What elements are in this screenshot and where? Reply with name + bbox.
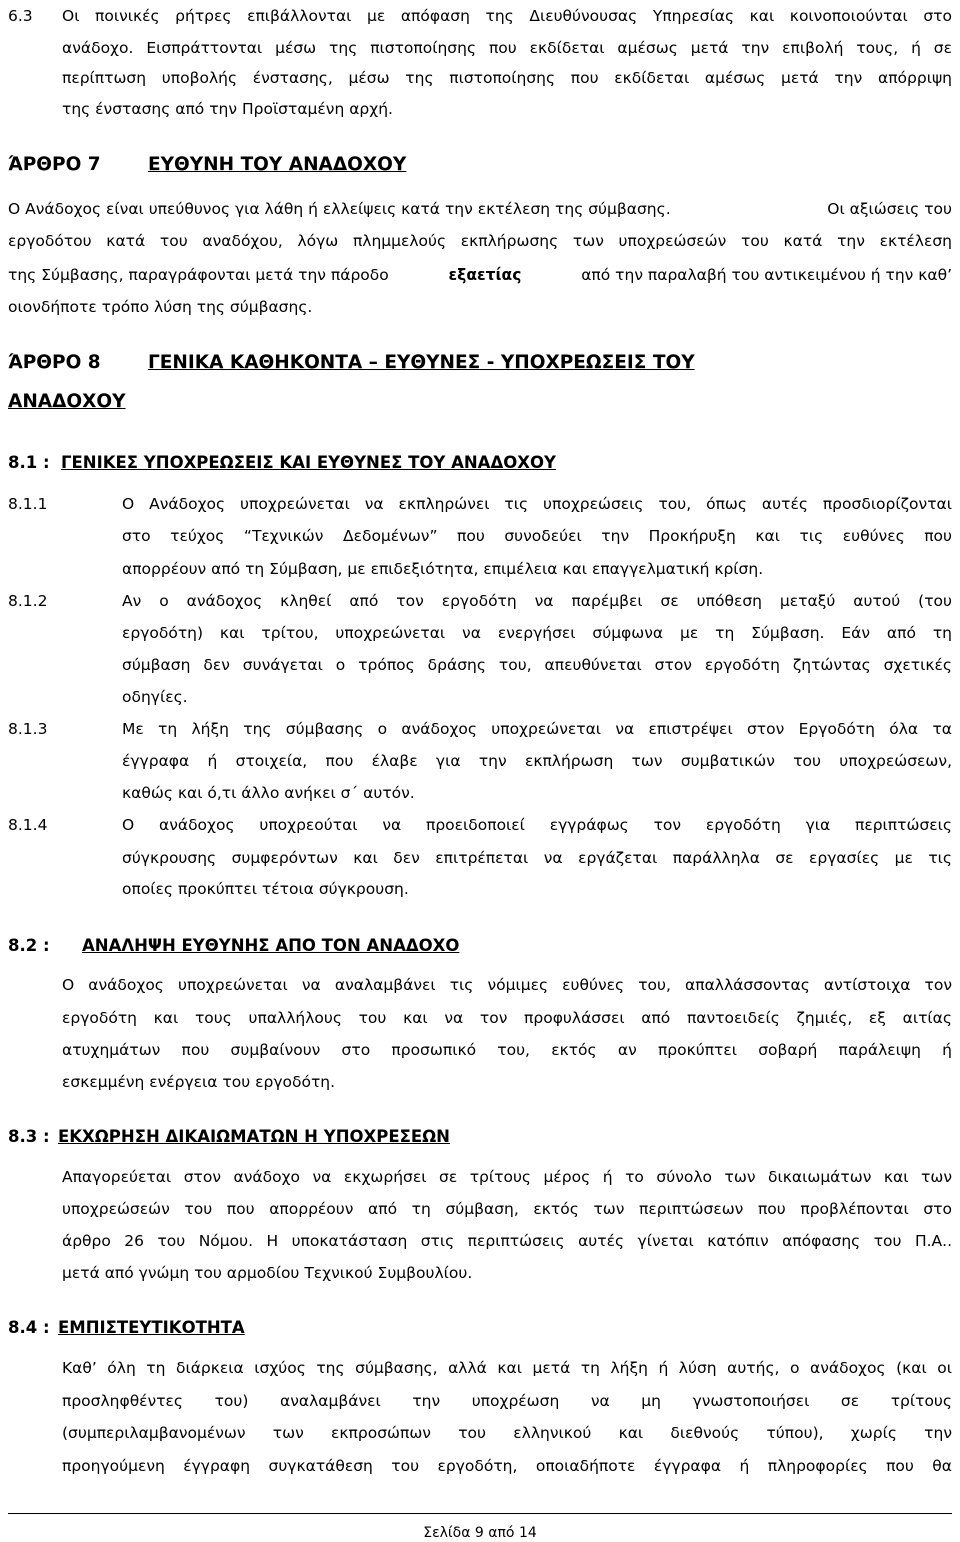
item-line: Ο ανάδοχος υποχρεούται να προειδοποιεί εγγράφως τον εργοδότη για περιπτώσεις [122,816,952,834]
item-line: οποίες προκύπτει τέτοια σύγκρουση. [122,880,409,898]
item-number: 8.1.4 [8,816,48,834]
section-title: ΕΚΧΩΡΗΣΗ ΔΙΚΑΙΩΜΑΤΩΝ Η ΥΠΟΧΡΕΣΕΩΝ [58,1127,450,1146]
paragraph-line: Οι ποινικές ρήτρες επιβάλλονται με απόφαση της Διευθύνουσας Υπηρεσίας και κοινοποιούνται στο [62,7,952,25]
item-line: έγγραφα ή στοιχεία, που έλαβε για την εκπλήρωση των συμβατικών του υποχρεώσεων, [122,752,952,770]
footer-divider [8,1513,952,1514]
item-line: στο τεύχος “Τεχνικών Δεδομένων” που συνοδεύει την Προκήρυξη και τις ευθύνες που [122,527,952,545]
text-run: από την παραλαβή του αντικειμένου ή την καθ’ [581,266,952,284]
article-title-continued: ΑΝΑΔΟΧΟΥ [8,391,126,412]
paragraph-line: προσληφθέντες του) αναλαμβάνει την υποχρέωση να μη γνωστοποιήσει σε τρίτους [62,1392,952,1410]
page-number: Σελίδα 9 από 14 [423,1525,537,1541]
paragraph-line: της ένστασης από την Προϊσταμένη αρχή. [62,100,393,118]
item-line: σύγκρουσης συμφερόντων και δεν επιτρέπεται να εργάζεται παράλληλα σε εργασίες με τις [122,849,952,867]
paragraph-line [8,265,952,285]
section-title: ΓΕΝΙΚΕΣ ΥΠΟΧΡΕΩΣΕΙΣ ΚΑΙ ΕΥΘΥΝΕΣ ΤΟΥ ΑΝΑΔΟΧΟΥ [61,453,556,472]
emphasis-text: εξαετίας [448,266,522,284]
section-number: 8.1 : [8,453,50,472]
section-title: ΑΝΑΛΗΨΗ ΕΥΘΥΝΗΣ ΑΠΟ ΤΟΝ ΑΝΑΔΟΧΟ [82,936,460,955]
item-number: 8.1.2 [8,592,48,610]
text-run: της Σύμβασης, παραγράφονται μετά την πάροδο [8,266,389,284]
paragraph-line: περίπτωση υποβολής ένστασης, μέσω της πιστοποίησης που εκδίδεται αμέσως μετά την απόρριψη [62,69,952,87]
paragraph-line: ατυχημάτων που συμβαίνουν στο προσωπικό του, εκτός αν προκύπτει σοβαρή παράλειψη ή [62,1041,952,1059]
paragraph-line: Απαγορεύεται στον ανάδοχο να εκχωρήσει σε τρίτους μέρος ή το σύνολο των δικαιωμάτων και των [62,1168,952,1186]
item-line: Με τη λήξη της σύμβασης ο ανάδοχος υποχρεώνεται να επιστρέψει στον Εργοδότη όλα τα [122,720,952,738]
paragraph-line: εσκεμμένη ενέργεια του εργοδότη. [62,1073,336,1091]
paragraph-line: Ο ανάδοχος υποχρεώνεται να αναλαμβάνει τις νόμιμες ευθύνες του, απαλλάσσοντας αντίστοιχα τον [62,976,952,994]
paragraph-line: άρθρο 26 του Νόμου. Η υποκατάσταση στις περιπτώσεις αυτές γίνεται κατόπιν απόφασης του Π.Α.. [62,1232,952,1250]
section-number: 8.2 : [8,936,50,955]
clause-number: 6.3 [8,7,33,25]
paragraph-line: εργοδότη και τους υπαλλήλους του και να τον προφυλάσσει από παντοειδείς ζημιές, εξ αιτίας [62,1009,952,1027]
paragraph-line: ανάδοχο. Εισπράττονται μέσω της πιστοποίησης που εκδίδεται αμέσως μετά την επιβολή τους, ή σε [62,39,952,57]
item-line: Ο Ανάδοχος υποχρεώνεται να εκπληρώνει τις υποχρεώσεις του, όπως αυτές προσδιορίζονται [122,495,952,513]
item-line: Αν ο ανάδοχος κληθεί από τον εργοδότη να παρέμβει σε υπόθεση μεταξύ αυτού (του [122,592,952,610]
item-line: καθώς και ό,τι άλλο ανήκει σ΄ αυτόν. [122,784,415,802]
section-number: 8.4 : [8,1318,50,1337]
item-line: σύμβαση δεν συνάγεται ο τρόπος δράσης του, απευθύνεται στον εργοδότη ζητώντας σχετικές [122,656,952,674]
article-title: ΕΥΘΥΝΗ ΤΟΥ ΑΝΑΔΟΧΟΥ [148,154,407,175]
item-line: εργοδότη) και τρίτου, υποχρεώνεται να ενεργήσει σύμφωνα με τη Σύμβαση. Εάν από τη [122,624,952,642]
paragraph-line: εργοδότου κατά του αναδόχου, λόγω πλημμελούς εκπλήρωσης των υποχρεώσεών του κατά την εκτέλεση [8,232,952,250]
paragraph-line: (συμπεριλαμβανομένων των εκπροσώπων του ελληνικού και διεθνούς τύπου), χωρίς την [62,1424,952,1442]
paragraph-line: προηγούμενη έγγραφη συγκατάθεση του εργοδότη, οποιαδήποτε έγγραφα ή πληροφορίες που θα [62,1457,952,1475]
paragraph-line: μετά από γνώμη του αρμοδίου Τεχνικού Συμβουλίου. [62,1264,473,1282]
item-line: απορρέουν από τη Σύμβαση, με επιδεξιότητα, επιμέλεια και επαγγελματική κρίση. [122,560,764,578]
item-number: 8.1.1 [8,495,48,513]
paragraph-line: Ο Ανάδοχος είναι υπεύθυνος για λάθη ή ελλείψεις κατά την εκτέλεση της σύμβασης. [8,200,671,218]
item-number: 8.1.3 [8,720,48,738]
section-number: 8.3 : [8,1127,50,1146]
paragraph-line: Οι αξιώσεις του [827,200,952,218]
item-line: οδηγίες. [122,688,188,706]
article-title: ΓΕΝΙΚΑ ΚΑΘΗΚΟΝΤΑ – ΕΥΘΥΝΕΣ - ΥΠΟΧΡΕΩΣΕΙΣ ΤΟΥ [148,352,695,373]
paragraph-line: υποχρεώσεών του που απορρέουν από τη σύμβαση, εκτός των περιπτώσεων που προβλέπονται στο [62,1200,952,1218]
paragraph-line: Καθ’ όλη τη διάρκεια ισχύος της σύμβασης, αλλά και μετά τη λήξη ή λύση αυτής, ο ανάδοχος (και οι [62,1359,952,1377]
article-label: ΆΡΘΡΟ 7 [8,154,101,175]
paragraph-line: οιονδήποτε τρόπο λύση της σύμβασης. [8,298,313,316]
section-title: ΕΜΠΙΣΤΕΥΤΙΚΟΤΗΤΑ [58,1318,245,1337]
article-label: ΆΡΘΡΟ 8 [8,352,101,373]
